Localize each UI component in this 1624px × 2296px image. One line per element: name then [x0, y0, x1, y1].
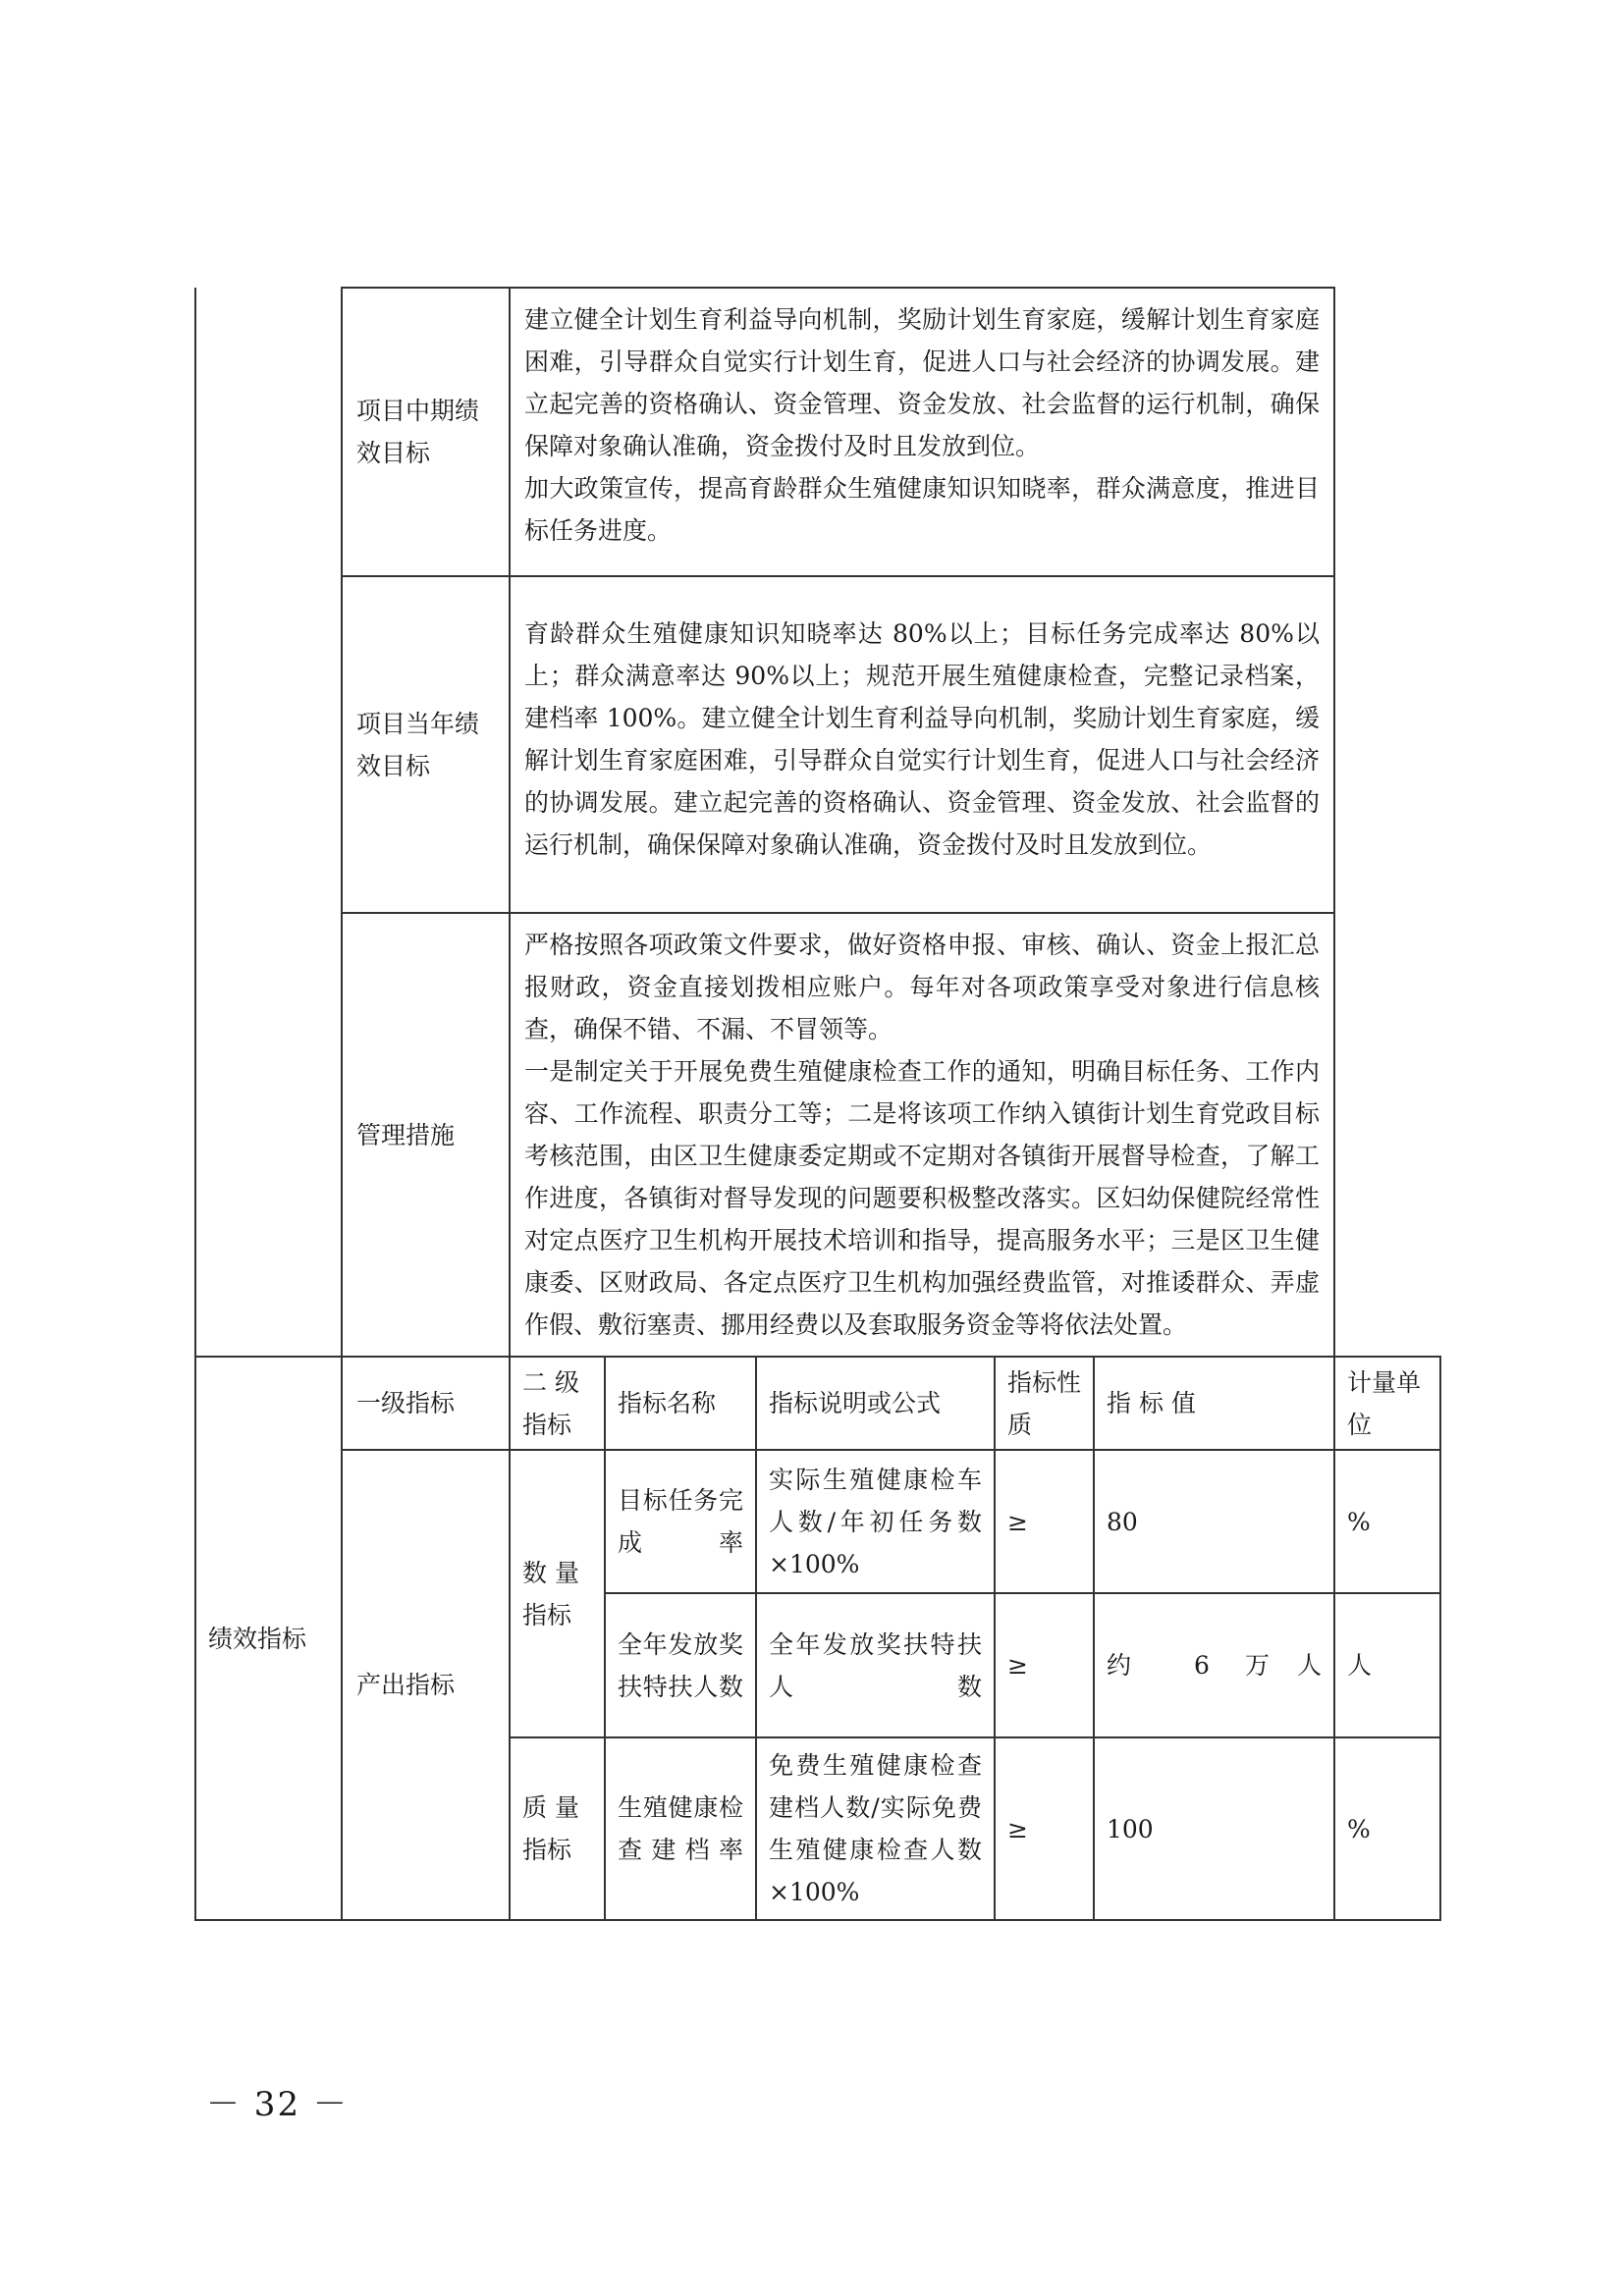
indicator-unit: 人 — [1334, 1593, 1440, 1737]
row-current-year-goal — [195, 576, 1440, 913]
management-label: 管理措施 — [342, 913, 510, 1357]
header-unit: 计量单位 — [1334, 1357, 1440, 1450]
row-management — [195, 913, 1440, 1357]
level1-output-label: 产出指标 — [342, 1450, 510, 1920]
indicator-desc: 免费生殖健康检查建档人数/实际免费生殖健康检查人数×100% — [756, 1737, 995, 1920]
page-number: － 32 － — [206, 2085, 349, 2124]
management-content — [510, 913, 1334, 1357]
header-desc: 指标说明或公式 — [756, 1357, 995, 1450]
quantity-label: 数 量 指标 — [510, 1450, 605, 1737]
header-level1: 一级指标 — [342, 1357, 510, 1450]
management-paragraph-2: 一是制定关于开展免费生殖健康检查工作的通知，明确目标任务、工作内容、工作流程、职责分工等；二是将该项工作纳入镇街计划生育党政目标考核范围，由区卫生健康委定期或不定期对各镇街开展督导检查，了解工作进度，各镇街对督导发现的问题要积极整改落实。区妇幼保健院经常性对定点医疗卫生机构开展技术培训和指导，提高服务水平；三是区卫生健康委、区财政局、各定点医疗卫生机构加强经费监管，对推诿群众、弄虚作假、敷衍塞责、挪用经费以及套取服务资金等将依法处置。 — [524, 1057, 1321, 1339]
indicator-nature: ≥ — [995, 1593, 1094, 1737]
performance-indicators-label: 绩效指标 — [195, 1357, 342, 1920]
row-mid-term-goal — [195, 288, 1440, 576]
indicator-unit: % — [1334, 1737, 1440, 1920]
header-nature: 指标性质 — [995, 1357, 1094, 1450]
current-year-goal-label: 项目当年绩效目标 — [342, 576, 510, 913]
indicator-nature: ≥ — [995, 1737, 1094, 1920]
indicator-nature: ≥ — [995, 1450, 1094, 1593]
mid-term-goal-content — [510, 288, 1334, 576]
indicator-header-row — [195, 1357, 1440, 1450]
indicator-name: 全年发放奖扶特扶人数 — [605, 1593, 756, 1737]
quality-label: 质 量 指标 — [510, 1737, 605, 1920]
indicator-value: 100 — [1094, 1737, 1334, 1920]
management-paragraph-1: 严格按照各项政策文件要求，做好资格申报、审核、确认、资金上报汇总报财政，资金直接划拨相应账户。每年对各项政策享受对象进行信息核查，确保不错、不漏、不冒领等。 — [524, 931, 1321, 1043]
current-year-goal-content — [510, 576, 1334, 913]
indicator-value: 80 — [1094, 1450, 1334, 1593]
indicator-value: 约 6 万人 — [1094, 1593, 1334, 1737]
current-year-paragraph-1: 育龄群众生殖健康知识知晓率达 80%以上；目标任务完成率达 80%以上；群众满意率达 90%以上；规范开展生殖健康检查，完整记录档案，建档率 100%。建立健全计划生育利益导向机制，奖励计划生育家庭，缓解计划生育家庭困难，引导群众自觉实行计划生育，促进人口与社会经济的协调发展。建立起完善的资格确认、资金管理、资金发放、社会监督的运行机制，确保保障对象确认准确，资金拨付及时且发放到位。 — [524, 619, 1321, 859]
indicator-unit: % — [1334, 1450, 1440, 1593]
indicator-desc: 实际生殖健康检车人数/年初任务数×100% — [756, 1450, 995, 1593]
mid-term-goal-label: 项目中期绩效目标 — [342, 288, 510, 576]
left-blank-cell — [195, 288, 342, 1357]
indicator-row — [195, 1450, 1440, 1593]
mid-term-paragraph-2: 加大政策宣传，提高育龄群众生殖健康知识知晓率，群众满意度，推进目标任务进度。 — [524, 474, 1321, 545]
header-level2: 二 级 指标 — [510, 1357, 605, 1450]
header-name: 指标名称 — [605, 1357, 756, 1450]
indicator-name: 目标任务完成率 — [605, 1450, 756, 1593]
mid-term-paragraph-1: 建立健全计划生育利益导向机制，奖励计划生育家庭，缓解计划生育家庭困难，引导群众自觉实行计划生育，促进人口与社会经济的协调发展。建立起完善的资格确认、资金管理、资金发放、社会监督的运行机制，确保保障对象确认准确，资金拨付及时且发放到位。 — [524, 305, 1321, 460]
indicator-name: 生殖健康检查建档率 — [605, 1737, 756, 1920]
performance-table — [194, 287, 1441, 1921]
header-value: 指 标 值 — [1094, 1357, 1334, 1450]
indicator-desc: 全年发放奖扶特扶人数 — [756, 1593, 995, 1737]
